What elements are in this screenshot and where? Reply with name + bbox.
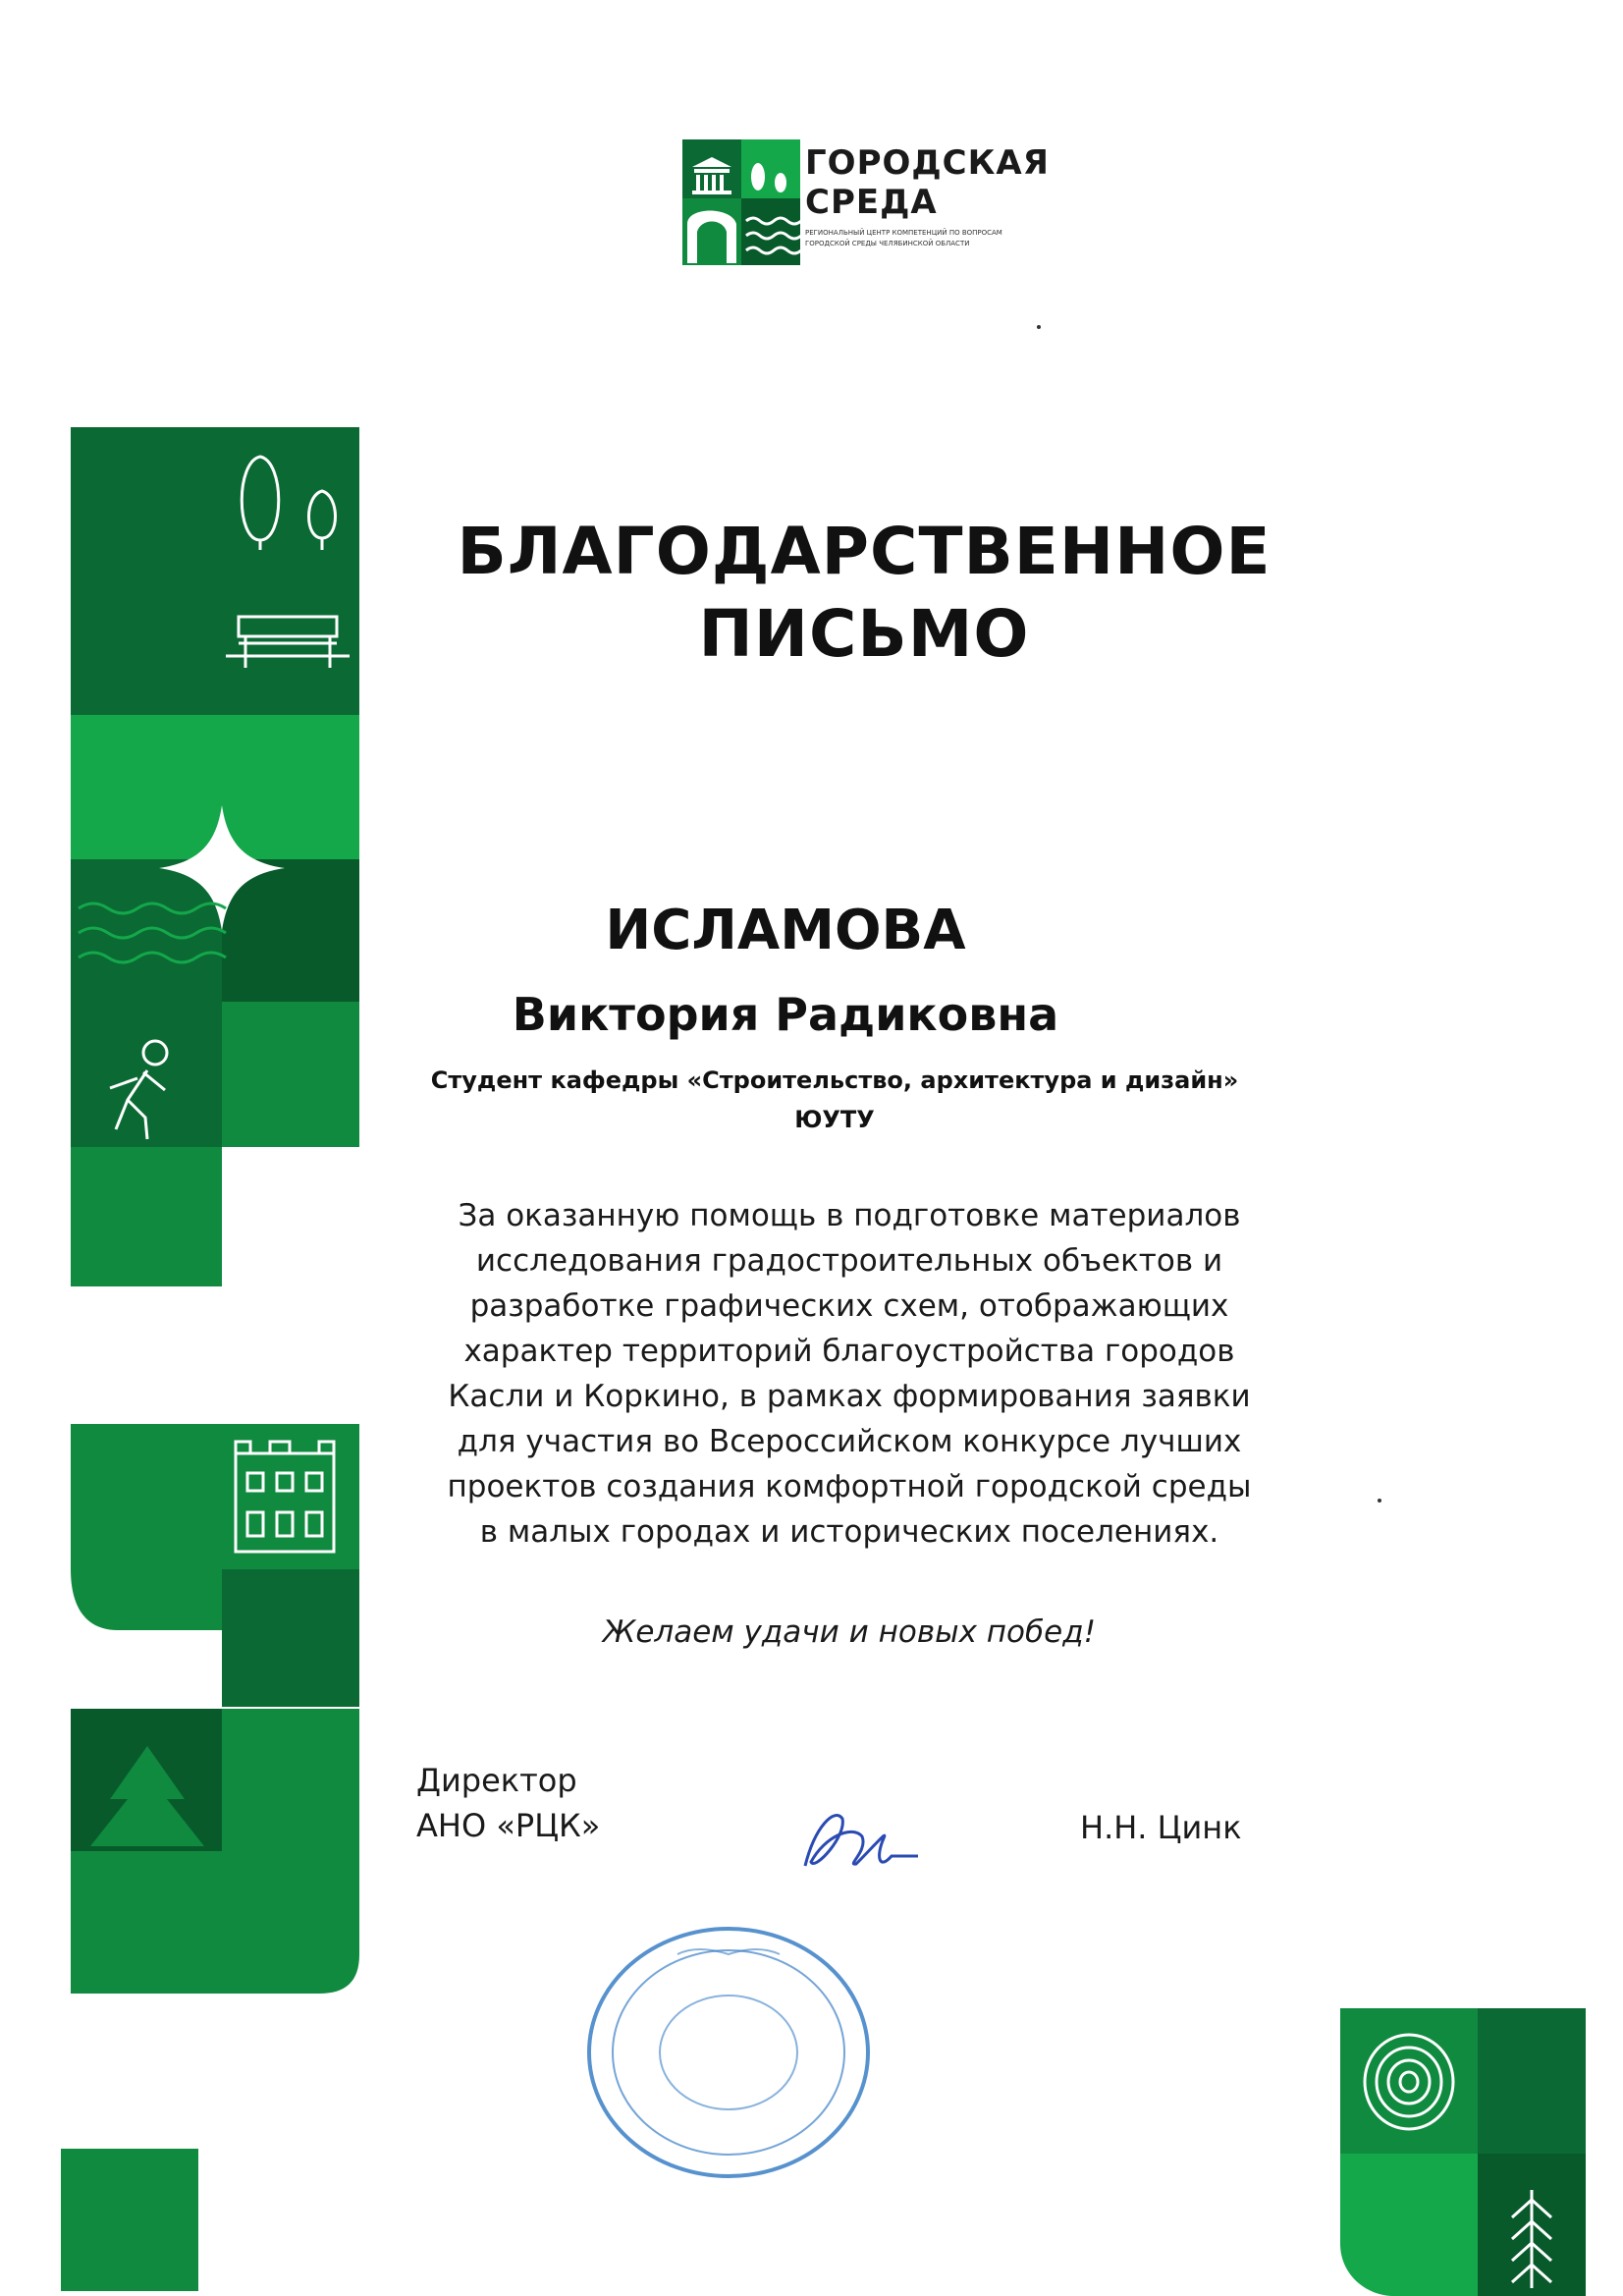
position-line2: ЮУТУ [794,1106,875,1133]
body-line: характер территорий благоустройства городов [463,1334,1235,1369]
stamp [589,1929,868,2176]
recipient-position [393,1061,1276,1139]
title-line1: БЛАГОДАРСТВЕННОЕ [457,514,1271,589]
recipient-given-names: Виктория Радиковна [512,988,1059,1041]
corner-square [61,2149,198,2291]
body-line: исследования градостроительных объектов и [475,1243,1223,1279]
logo-mark [682,139,801,265]
logo-subtitle-line2: ГОРОДСКОЙ СРЕДЫ ЧЕЛЯБИНСКОЙ ОБЛАСТИ [805,240,970,247]
scan-speck [1378,1499,1381,1503]
recipient-surname: ИСЛАМОВА [605,899,966,962]
body-line: в малых городах и исторических поселениях. [479,1514,1219,1550]
logo-title-line2: СРЕДА [805,183,938,222]
document-title [373,511,1355,676]
letter-body [398,1193,1301,1555]
logo-wordmark [805,143,1050,222]
signatory-name: Н.Н. Цинк [1080,1809,1242,1846]
role-line1: Директор [416,1762,577,1799]
scan-speck [1037,325,1041,329]
signatory-role [416,1758,600,1848]
title-line2: ПИСЬМО [698,596,1030,672]
closing-wish: Желаем удачи и новых побед! [602,1614,1097,1650]
body-line: для участия во Всероссийском конкурсе лучших [457,1424,1242,1459]
role-line2: АНО «РЦК» [416,1807,601,1844]
logo-title-line1: ГОРОДСКАЯ [805,143,1050,183]
left-panel-bottom [71,1424,359,1994]
body-line: Касли и Коркино, в рамках формирования заявки [448,1379,1251,1414]
body-line: проектов создания комфортной городской среды [447,1469,1252,1504]
handwritten-signature [805,1816,918,1866]
logo-subtitle-line1: РЕГИОНАЛЬНЫЙ ЦЕНТР КОМПЕТЕНЦИЙ ПО ВОПРОСАМ [805,229,1002,237]
logo-subtitle [805,228,1041,249]
position-line1: Студент кафедры «Строительство, архитектура и дизайн» [430,1066,1239,1094]
body-line: За оказанную помощь в подготовке материалов [458,1198,1241,1233]
body-line: разработке графических схем, отображающих [469,1288,1229,1324]
